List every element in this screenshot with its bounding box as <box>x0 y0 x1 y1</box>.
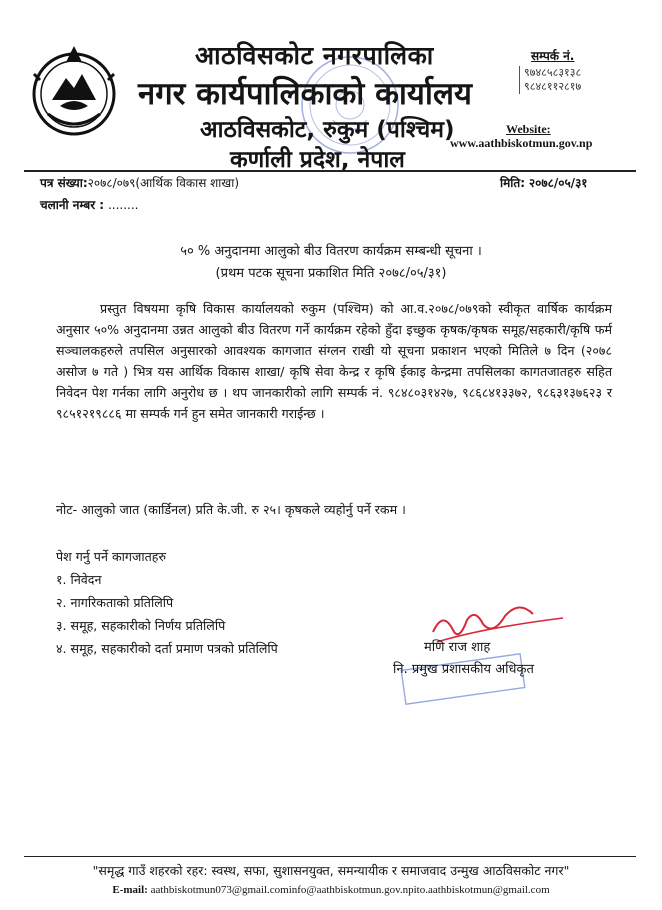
reference-value: २०७८/०७९(आर्थिक विकास शाखा) <box>87 176 240 190</box>
required-documents <box>56 545 278 660</box>
email-label: E-mail: <box>112 884 148 896</box>
date-value: २०७८/०५/३१ <box>528 176 588 190</box>
contact-label: सम्पर्क नं. <box>531 49 575 63</box>
document-item: ३. समूह, सहकारीको निर्णय प्रतिलिपि <box>56 618 226 633</box>
letter-date <box>500 174 588 191</box>
notice-paragraph: प्रस्तुत विषयमा कृषि विकास कार्यालयको रुकुम (पश्चिम) को आ.व.२०७८/०७९को स्वीकृत वार्षिक कार्यक्रम अनुसार ५०% अनुदानमा उन्नत आलुको बीउ वितरण गर्ने कार्यक्रम रहेको हुँदा इच्छुक कृषक/कृषक समूह/सहकारी/कृषि फर्म सञ्चालकहरुले तपसिल अनुसारको आवश्यक कागजात संग्लन राखी यो सूचना प्रकाशन भएको मितिले ७ दिन (२०७८ असोज ७ गते ) भित्र यस आर्थिक विकास शाखा/ कृषि सेवा केन्द्र र कृषि ईकाइ केन्द्रमा तपसिलका कागतजातहरु सहित निवेदन पेश गर्नका लागि अनुरोध छ । थप जानकारीको लागि सम्पर्क नं. ९८४८०३१४२७, ९८६८४१३३७२, ९८६३१३७६२३ र ९८५१२१९८८६ मा सम्पर्क गर्न हुन समेत जानकारी गराईन्छ । <box>56 301 612 421</box>
dispatch-value: ........ <box>107 198 139 212</box>
document-item: २. नागरिकताको प्रतिलिपि <box>56 595 174 610</box>
org-name: आठविसकोट नगरपालिका <box>195 41 434 70</box>
footer-email <box>0 884 662 896</box>
office-location: आठविसकोट, रुकुम (पश्चिम) <box>200 117 455 143</box>
notice-note: नोट- आलुको जात (कार्डिनल) प्रति के.जी. रु २५। कृषकले व्यहोर्नु पर्ने रकम । <box>56 502 406 517</box>
contact-number: ९८४८११२८१७ <box>524 80 582 93</box>
dispatch-label: चलानी नम्बर : <box>40 198 105 212</box>
office-name: नगर कार्यपालिकाको कार्यालय <box>138 76 472 112</box>
signatory-name: मणि राज शाह <box>424 640 491 655</box>
reference-number <box>40 174 239 191</box>
footer-divider <box>24 856 636 857</box>
dispatch-number <box>40 196 138 213</box>
nepal-emblem-icon <box>30 40 118 140</box>
header-divider <box>24 170 636 172</box>
reference-label: पत्र संख्या: <box>40 176 88 190</box>
province-line: कर्णाली प्रदेश, नेपाल <box>230 147 405 173</box>
notice-body <box>56 298 612 424</box>
signatory-title: नि. प्रमुख प्रशासकीय अधिकृत <box>393 662 534 677</box>
date-label: मिति: <box>500 176 526 190</box>
website-label: Website: <box>506 122 551 136</box>
document-item: १. निवेदन <box>56 572 102 587</box>
footer-slogan: "समृद्ध गाउँ शहरको रहर: स्वस्थ, सफा, सुशासनयुक्त, समन्यायीक र समाजवाद उन्मुख आठविसकोट नगर" <box>92 863 570 878</box>
contact-numbers <box>519 66 581 94</box>
website-link[interactable]: www.aathbiskotmun.gov.np <box>450 136 593 150</box>
documents-heading: पेश गर्नु पर्ने कागजातहरु <box>56 549 166 564</box>
document-item: ४. समूह, सहकारीको दर्ता प्रमाण पत्रको प्रतिलिपि <box>56 641 278 656</box>
email-value[interactable]: aathbiskotmun073@gmail.cominfo@aathbiskotmun.gov.npito.aathbiskotmun@gmail.com <box>150 884 550 896</box>
contact-number: ९७४८५८३१३८ <box>524 66 582 79</box>
notice-publish-date: (प्रथम पटक सूचना प्रकाशित मिति २०७८/०५/३१) <box>215 266 447 281</box>
notice-subject: ५० % अनुदानमा आलुको बीउ वितरण कार्यक्रम सम्बन्धी सूचना । <box>180 244 482 259</box>
